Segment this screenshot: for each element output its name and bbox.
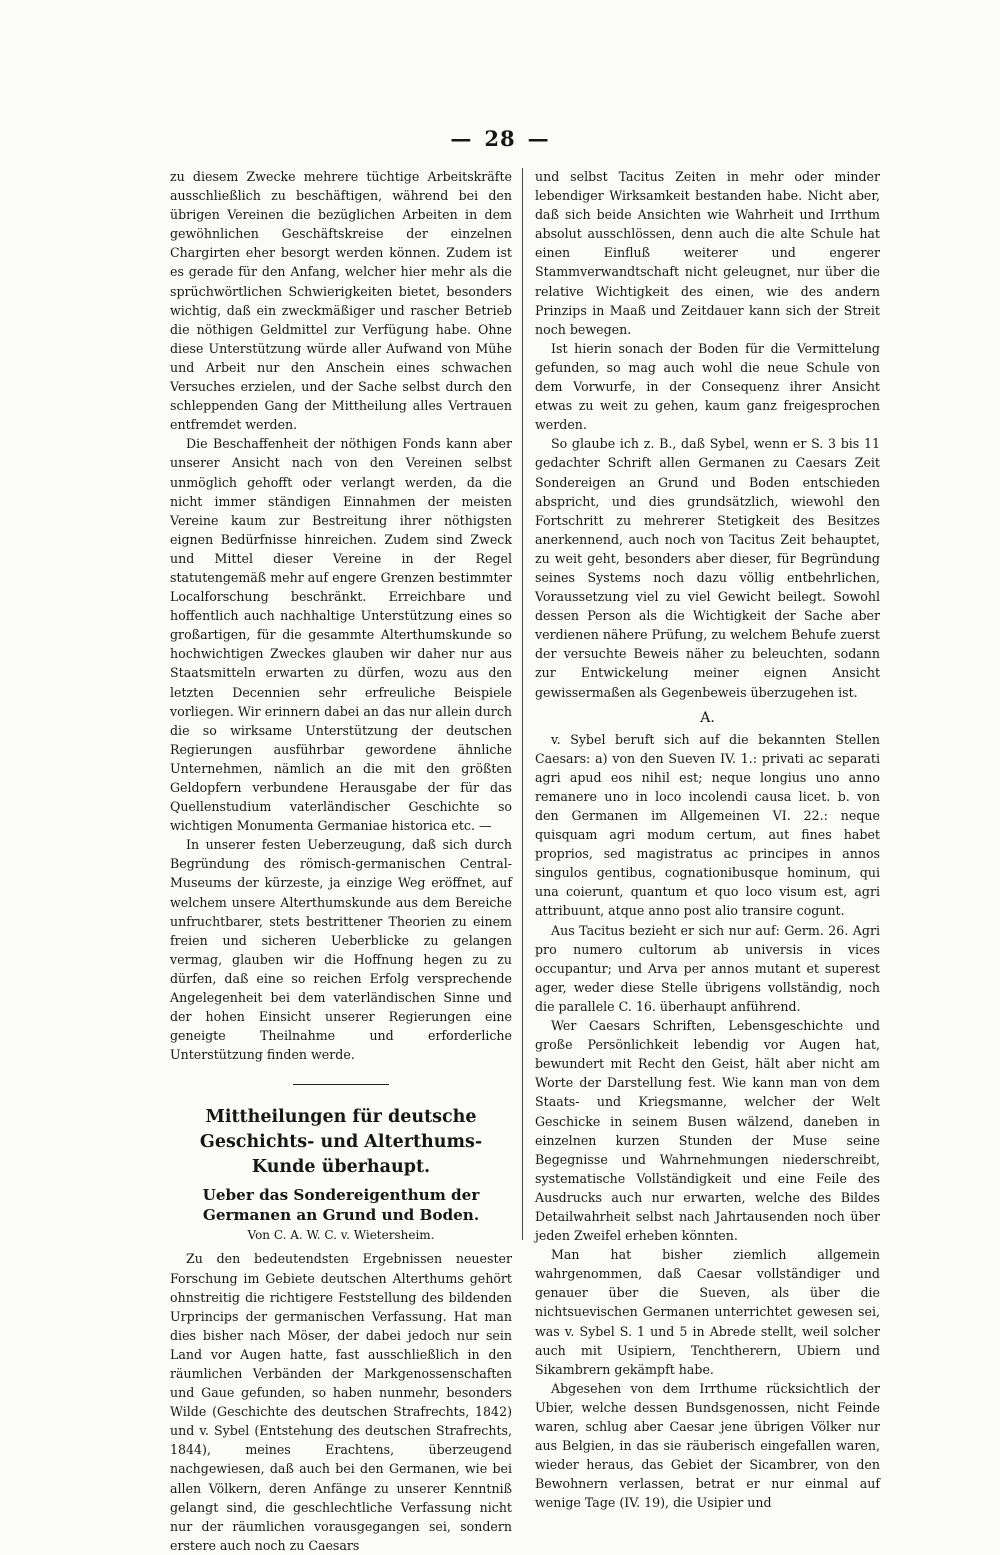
column-divider — [522, 168, 523, 1240]
page-number: 28 — [484, 126, 516, 151]
paragraph: zu diesem Zwecke mehrere tüchtige Arbeitskräfte ausschließlich zu beschäftigen, während bei den übrigen Vereinen die bezüglichen Arbeiten in dem gewöhnlichen Geschäftskreise der einzelnen Chargirten eher besorgt werden können. Zudem ist es gerade für den Anfang, welcher hier mehr als die sprüchwörtlichen Schwierigkeiten bietet, besonders wichtig, daß ein zweckmäßiger und rascher Betrieb die nöthigen Geldmittel zur Verfügung habe. Ohne diese Unterstützung würde aller Aufwand von Mühe und Arbeit nur den Anschein eines schwachen Versuches erzielen, und der Sache selbst durch den schleppenden Gang der Mittheilung alles Vertrauen entfremdet werden. — [170, 169, 512, 433]
paragraph: v. Sybel beruft sich auf die bekannten Stellen Caesars: a) von den Sueven IV. 1.: privati ac separati agri apud eos nihil est; neque longius uno anno remanere uno in loco incolendi causa licet. b. von den Germanen im Allgemeinen VI. 22.: neque quisquam agri modum certum, aut fines habet proprios, sed magistratus ac principes in annos singulos gentibus, cognationibusque hominum, qui una coierunt, quantum et quo loco visum est, agri attribuunt, atque anno post alio transire cogunt. — [535, 731, 880, 919]
dash-right: — — [527, 126, 550, 151]
author-byline: Von C. A. W. C. v. Wietersheim. — [247, 1228, 435, 1243]
paragraph: Die Beschaffenheit der nöthigen Fonds kann aber unserer Ansicht nach von den Vereinen selbst unmöglich gehofft oder verlangt werden, da die nicht immer ständigen Einnahmen der meisten Vereine kaum zur Bestreitung ihrer nöthigsten eignen Bedürfnisse hinreichen. Zudem sind Zweck und Mittel dieser Vereine in der Regel statutengemäß mehr auf engere Grenzen bestimmter Localforschung beschränkt. Erreichbare und hoffentlich auch nachhaltige Unterstützung eines so großartigen, für die gesammte Alterthumskunde so hochwichtigen Zweckes glauben wir daher nur aus Staatsmitteln erwarten zu dürfen, wozu aus den letzten Decennien sehr erfreuliche Beispiele vorliegen. Wir erinnern dabei an das nur allein durch die so wirksame Unterstützung der deutschen Regierungen ausführbar gewordene ähnliche Unternehmen, nämlich an die mit den größten Geldopfern verbundene Herausgabe der für das Quellenstudium vaterländischer Geschichte so wichtigen Monumenta Germaniae historica etc. — — [170, 436, 512, 834]
paragraph: Aus Tacitus bezieht er sich nur auf: Germ. 26. Agri pro numero cultorum ab universis in vices occupantur; und Arva per annos mutant et superest ager, weder diese Stelle übrigens vollständig, noch die parallele C. 16. überhaupt anführend. — [535, 922, 880, 1014]
paragraph: So glaube ich z. B., daß Sybel, wenn er S. 3 bis 11 gedachter Schrift allen Germanen zu Caesars Zeit Sondereigen an Grund und Boden entschieden abspricht, und dies grundsätzlich, wiewohl den Fortschritt zu mehrerer Stetigkeit des Besitzes anerkennend, auch noch von Tacitus Zeit behauptet, zu weit geht, besonders aber dieser, für Begründung seines Systems noch dazu völlig entbehrlichen, Voraussetzung viel zu viel Gewicht beilegt. Sowohl dessen Person als die Wichtigkeit der Sache aber verdienen nähere Prüfung, zu welchem Behufe zuerst der versuchte Beweis näher zu beleuchten, sodann zur Entwickelung meiner eignen Ansicht gewissermaßen als Gegenbeweis überzugehen ist. — [535, 436, 880, 700]
paragraph: Ist hierin sonach der Boden für die Vermittelung gefunden, so mag auch wohl die neue Schule von dem Vorwurfe, in der Consequenz ihrer Ansicht etwas zu weit zu gehen, kaum ganz freigesprochen werden. — [535, 340, 880, 433]
section-title: Mittheilungen für deutsche Geschichts- und Alterthums-Kunde überhaupt. — [199, 1107, 483, 1178]
right-column — [535, 167, 880, 1512]
paragraph: Man hat bisher ziemlich allgemein wahrgenommen, daß Caesar vollständiger und genauer über die Sueven, als über die nichtsuevischen Germanen unterrichtet gewesen sei, was v. Sybel S. 1 und 5 in Abrede stellt, weil solcher auch mit Usipiern, Tenchtherern, Ubiern und Sikambrern gekämpft habe. — [535, 1247, 880, 1377]
section-letter: A. — [700, 709, 715, 726]
dash-left: — — [450, 126, 473, 151]
section-separator — [293, 1084, 389, 1085]
article-title: Ueber das Sondereigenthum der Germanen an Grund und Boden. — [202, 1186, 480, 1225]
paragraph: Abgesehen von dem Irrthume rücksichtlich der Ubier, welche dessen Bundsgenossen, nicht Feinde waren, schlug aber Caesar jene übrigen Völker nur aus Belgien, in das sie räuberisch eingefallen waren, wieder heraus, das Gebiet der Sicambrer, von den Bewohnern verlassen, betrat er nur einmal auf wenige Tage (IV. 19), die Usipier und — [535, 1380, 880, 1511]
paragraph: Zu den bedeutendsten Ergebnissen neuester Forschung im Gebiete deutschen Alterthums gehört ohnstreitig die richtigere Feststellung des bildenden Urprincips der germanischen Verfassung. Hat man dies bisher nach Möser, der dabei jedoch nur sein Land vor Augen hatte, fast ausschließlich in den räumlichen Verbänden der Markgenossenschaften und Gaue gefunden, so haben nunmehr, besonders Wilde (Geschichte des deutschen Strafrechts, 1842) und v. Sybel (Entstehung des deutschen Strafrechts, 1844), meines Erachtens, überzeugend nachgewiesen, daß auch bei den Germanen, wie bei allen Völkern, deren Anfänge zu unserer Kenntniß gelangt sind, die geschlechtliche Verfassung nicht nur der räumlichen vorausgegangen sei, sondern erstere auch noch zu Caesars — [170, 1251, 512, 1553]
left-column — [170, 167, 512, 1555]
paragraph: und selbst Tacitus Zeiten in mehr oder minder lebendiger Wirksamkeit bestanden habe. Nicht aber, daß sich beide Ansichten wie Wahrheit und Irrthum absolut ausschlössen, denn auch die alte Schule hat einen Einfluß weiterer und engerer Stammverwandtschaft nicht geleugnet, nur über die relative Wichtigkeit des einen, wie des andern Prinzips in Maaß und Zeitdauer kann sich der Streit noch bewegen. — [535, 169, 880, 337]
paragraph: In unserer festen Ueberzeugung, daß sich durch Begründung des römisch-germanischen Central-Museums der kürzeste, ja einzige Weg eröffnet, auf welchem unsere Alterthumskunde aus dem Bereiche unfruchtbarer, stets bestrittener Theorien zu einem freien und sicheren Ueberblicke zu gelangen vermag, glauben wir die Hoffnung hegen zu zu dürfen, daß eine so reichen Erfolg versprechende Angelegenheit bei dem vaterländischen Sinne und der hohen Einsicht unserer Regierungen eine geneigte Theilnahme und erforderliche Unterstützung finden werde. — [170, 837, 512, 1063]
paragraph: Wer Caesars Schriften, Lebensgeschichte und große Persönlichkeit lebendig vor Augen hat, bewundert mit Recht den Geist, hält aber nicht am Worte der Darstellung fest. Wie kann man von dem Staats- und Kriegsmanne, welcher der Welt Geschicke in seinem Busen wälzend, daneben in einzelnen kurzen Stunden der Muse seine Begegnisse und Wahrnehmungen niederschreibt, systematische Vollständigkeit und eine Feile des Ausdrucks auch nur erwarten, welche des Bildes Detailwahrheit selbst nach Jahrtausenden noch über jeden Zweifel erheben könnten. — [535, 1018, 880, 1244]
page-number-line — [0, 126, 1000, 151]
